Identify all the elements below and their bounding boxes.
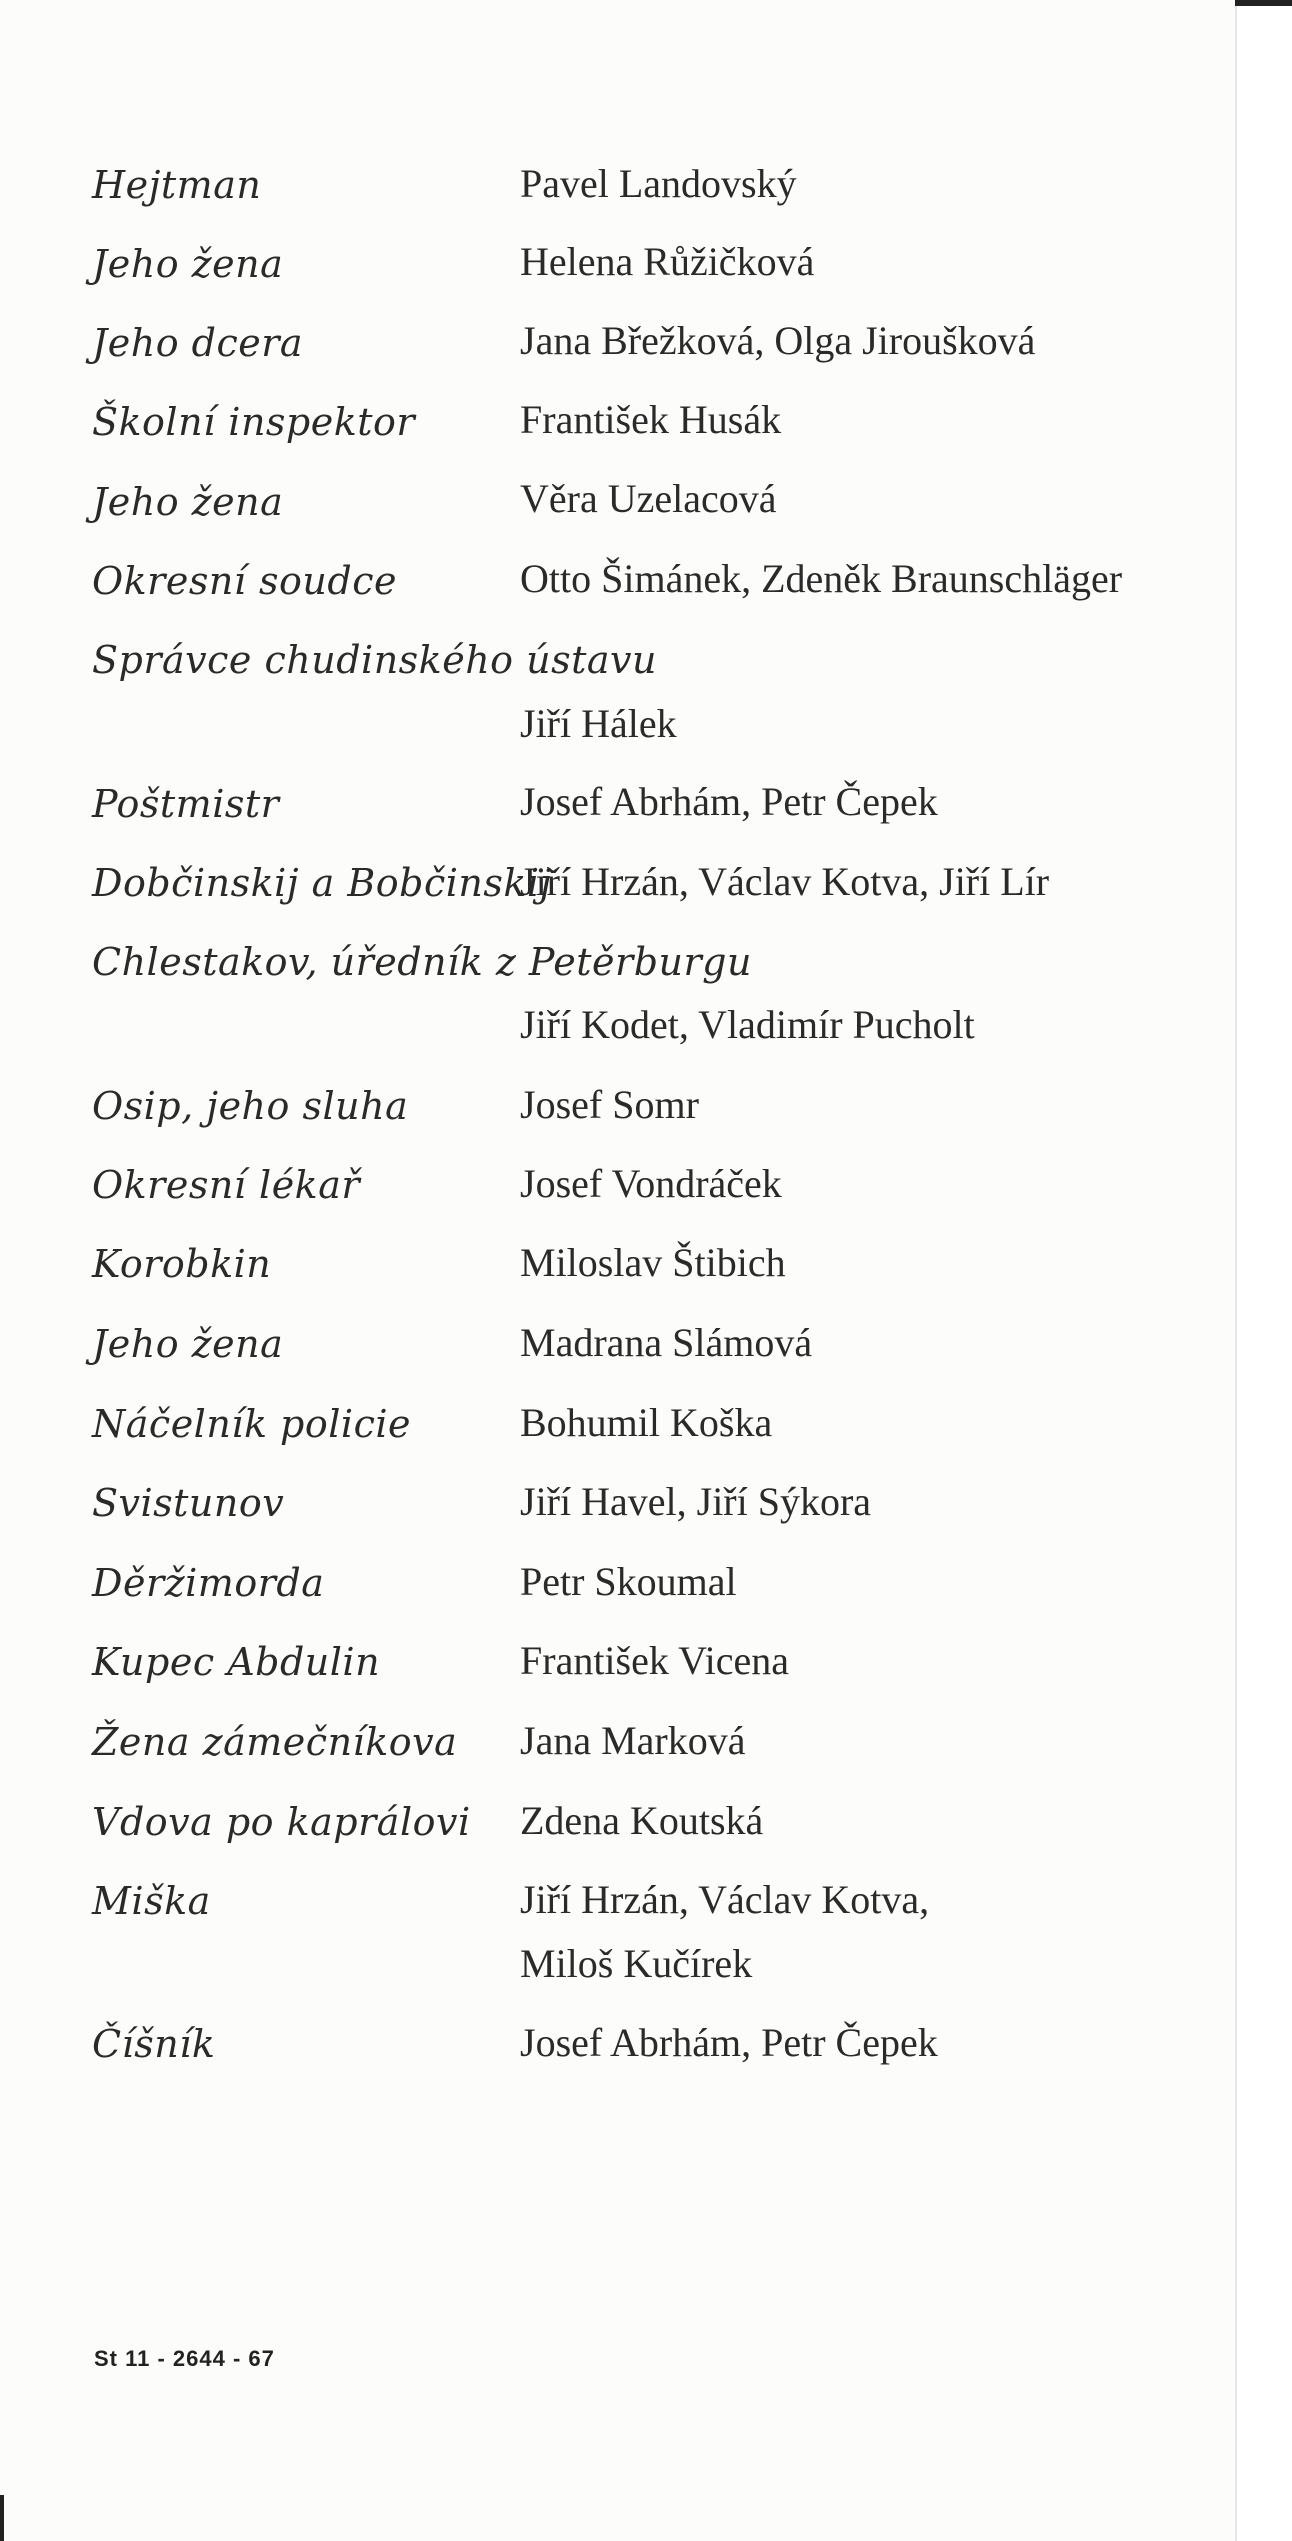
- role-name: Vdova po kaprálovi: [92, 1800, 471, 1844]
- actor-name: Jiří Hrzán, Václav Kotva, Jiří Lír: [520, 859, 1050, 904]
- role-name: Miška: [92, 1879, 211, 1923]
- actor-name: František Vicena: [520, 1638, 790, 1683]
- actor-name: Josef Abrhám, Petr Čepek: [520, 2020, 938, 2065]
- role-name: Svistunov: [92, 1481, 285, 1525]
- actor-name: Jiří Kodet, Vladimír Pucholt: [520, 1002, 975, 1047]
- imprint-number: St 11 - 2644 - 67: [94, 2346, 275, 2371]
- role-name: Číšník: [92, 2022, 216, 2066]
- role-name: Poštmistr: [92, 782, 280, 826]
- actor-name: Jiří Hrzán, Václav Kotva,: [520, 1877, 930, 1922]
- actor-name-continued: Miloš Kučírek: [520, 1941, 753, 1986]
- actor-name: Bohumil Koška: [520, 1400, 773, 1445]
- actor-name: Jiří Havel, Jiří Sýkora: [520, 1479, 872, 1524]
- role-name: Náčelník policie: [92, 1402, 411, 1446]
- role-name: Kupec Abdulin: [92, 1640, 381, 1684]
- role-name: Jeho žena: [92, 242, 284, 286]
- role-name: Děržimorda: [92, 1561, 325, 1605]
- role-name: Správce chudinského ústavu: [92, 638, 657, 682]
- role-name: Jeho žena: [92, 1322, 284, 1366]
- scan-mark-bottom: [0, 2495, 4, 2541]
- actor-name: Josef Abrhám, Petr Čepek: [520, 779, 938, 824]
- role-name: Školní inspektor: [92, 400, 416, 444]
- actor-name: Josef Vondráček: [520, 1161, 782, 1206]
- role-name: Okresní soudce: [92, 559, 397, 603]
- actor-name: Pavel Landovský: [520, 161, 797, 206]
- role-name: Okresní lékař: [92, 1163, 361, 1207]
- actor-name: Otto Šimánek, Zdeněk Braunschläger: [520, 556, 1123, 601]
- role-name: Dobčinskij a Bobčinskij: [92, 861, 552, 905]
- role-name: Jeho žena: [92, 480, 284, 524]
- actor-name: Helena Růžičková: [520, 239, 815, 284]
- actor-name: Madrana Slámová: [520, 1320, 813, 1365]
- actor-name: František Husák: [520, 397, 782, 442]
- actor-name: Jiří Hálek: [520, 701, 677, 746]
- role-name: Hejtman: [92, 163, 262, 207]
- actor-name: Zdena Koutská: [520, 1798, 764, 1843]
- role-name: Osip, jeho sluha: [92, 1084, 409, 1128]
- role-name: Korobkin: [92, 1242, 272, 1286]
- page-edge: [1235, 0, 1292, 2541]
- role-name: Chlestakov, úředník z Petěrburgu: [92, 940, 752, 984]
- actor-name: Petr Skoumal: [520, 1559, 737, 1604]
- role-name: Jeho dcera: [92, 321, 304, 365]
- actor-name: Josef Somr: [520, 1082, 699, 1127]
- actor-name: Miloslav Štibich: [520, 1240, 786, 1285]
- scan-mark-top: [1235, 0, 1292, 6]
- actor-name: Věra Uzelacová: [520, 476, 777, 521]
- actor-name: Jana Břežková, Olga Jiroušková: [520, 318, 1036, 363]
- actor-name: Jana Marková: [520, 1718, 746, 1763]
- role-name: Žena zámečníkova: [92, 1720, 458, 1764]
